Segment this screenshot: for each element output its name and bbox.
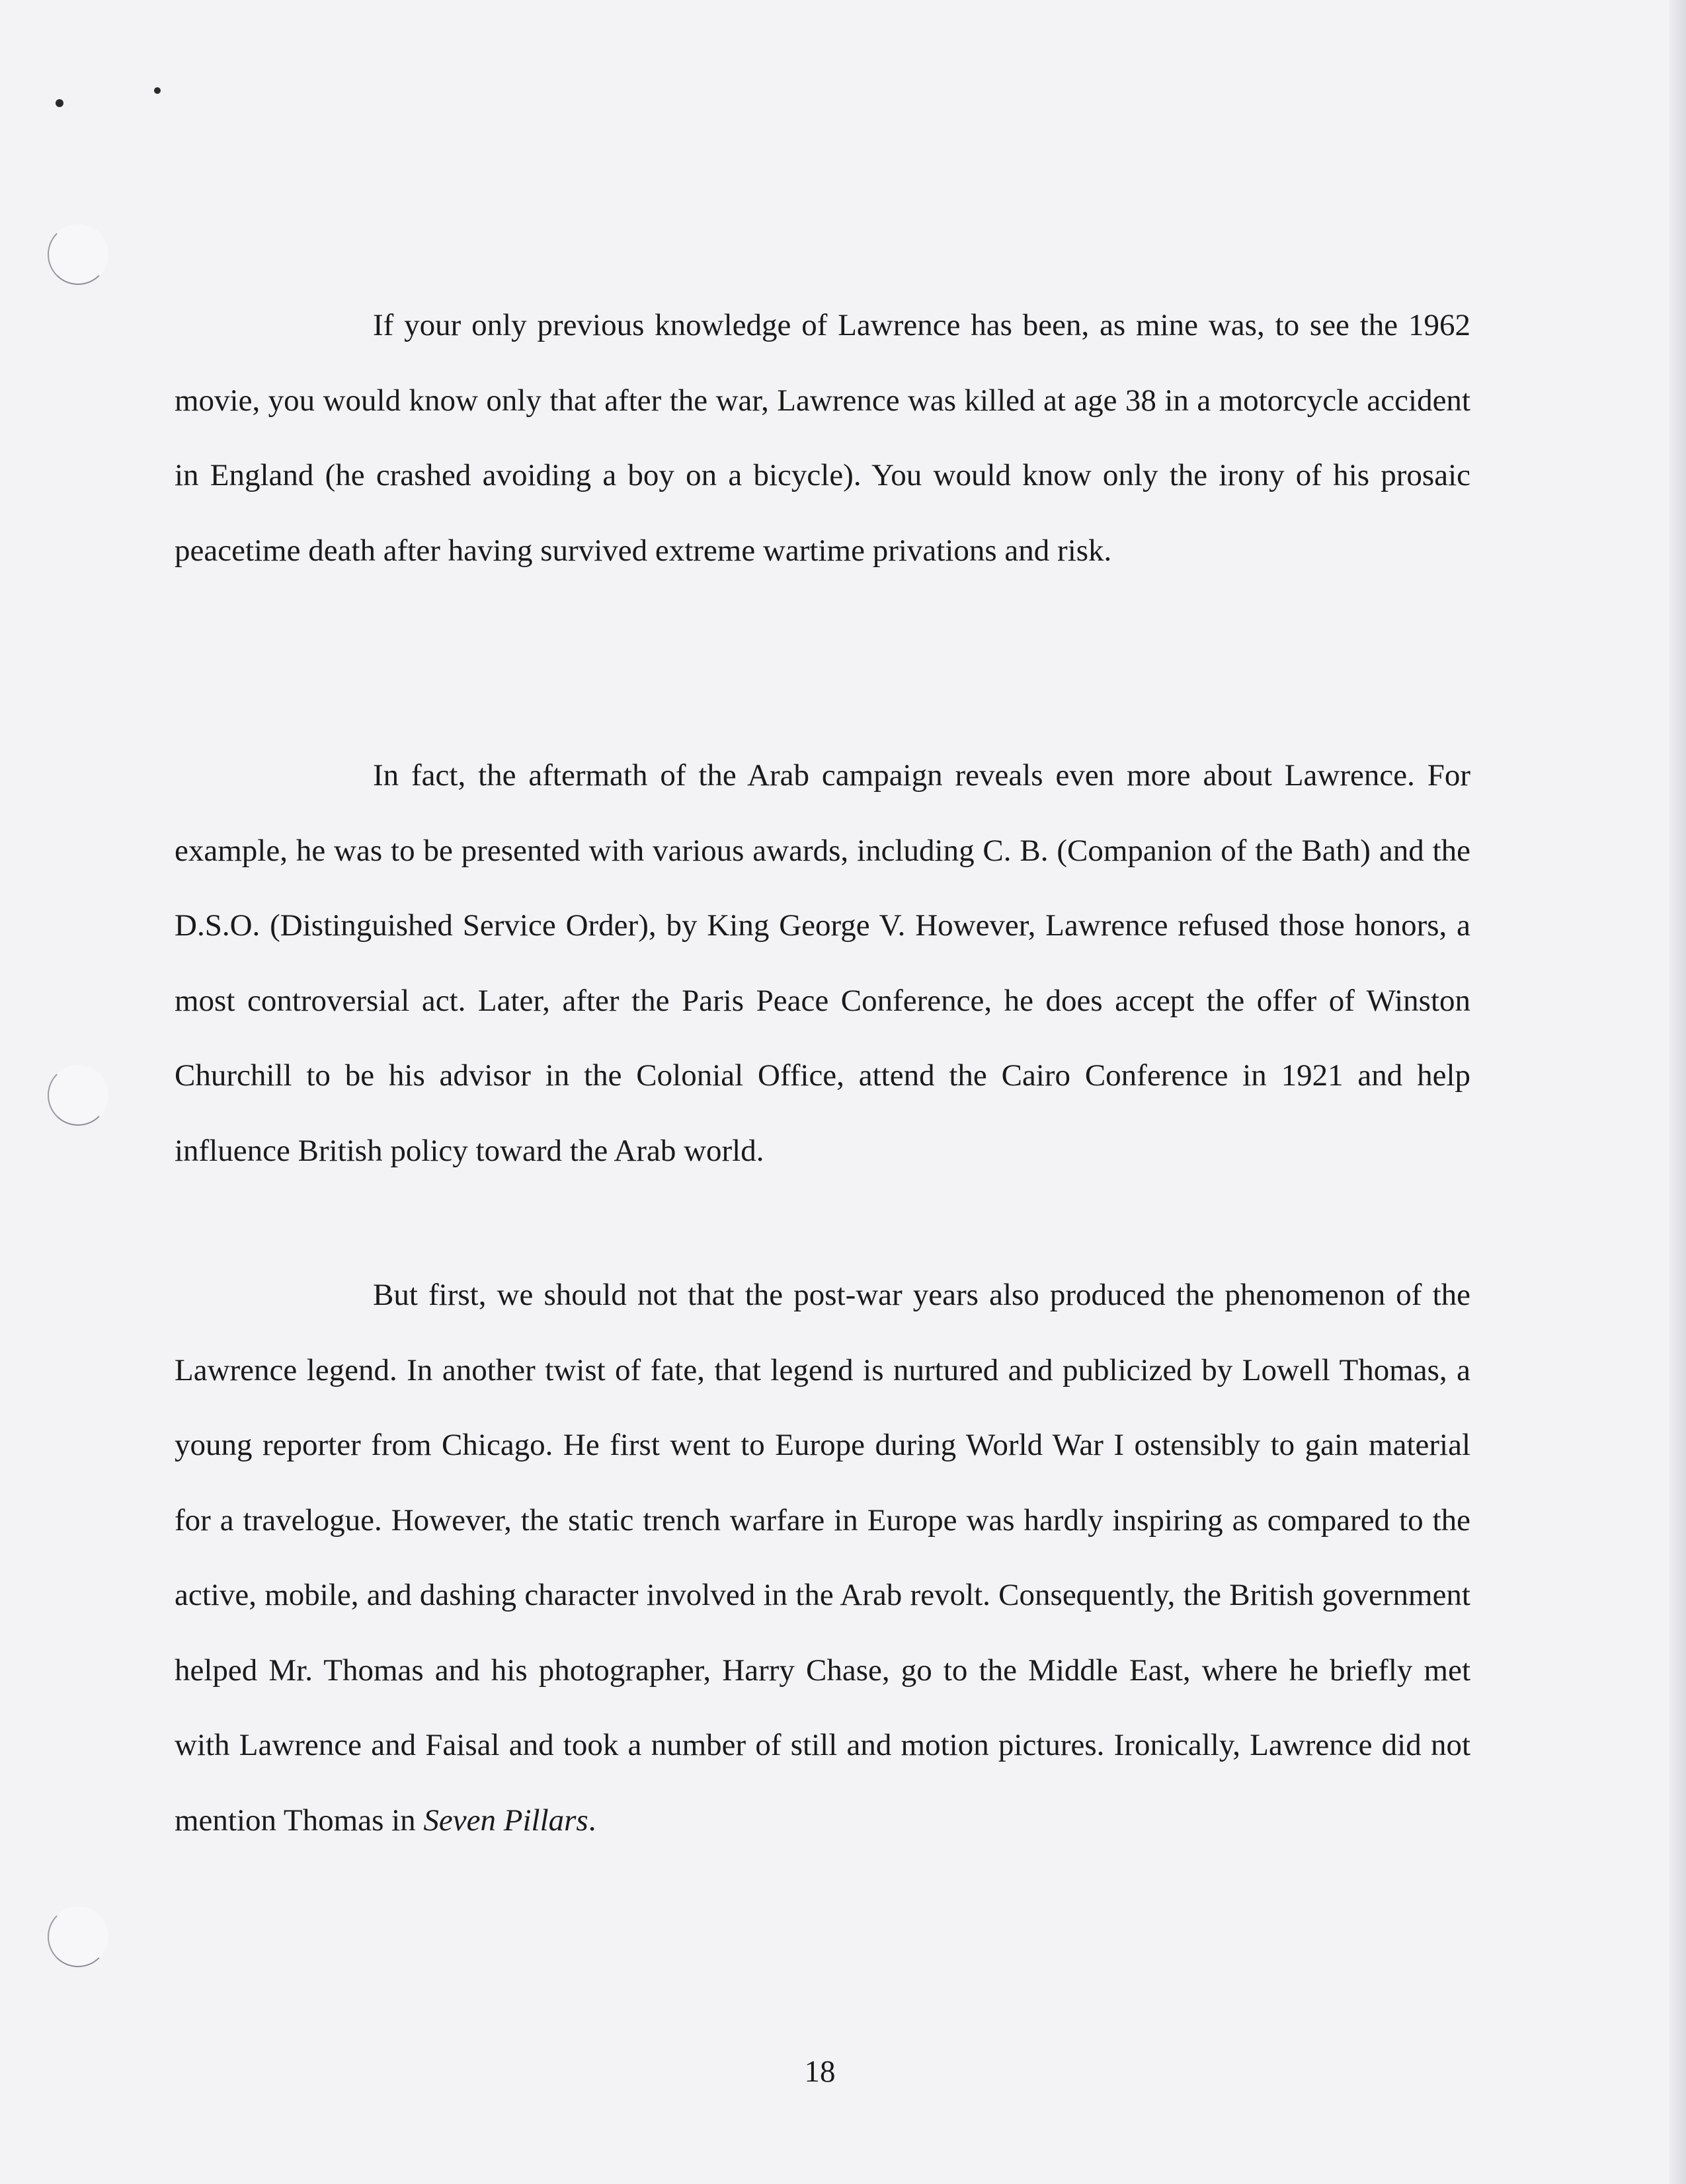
binder-hole-bottom (48, 1906, 108, 1967)
page-edge-shadow (1669, 0, 1686, 2184)
paragraph-1: If your only previous knowledge of Lawrence has been, as mine was, to see the 1962 movie, you would know only that after the war, Lawrence was killed at age 38 in a motorcycle accident in England (he crashed avoiding a boy on a bicycle). You would know only the irony of his prosaic peacetime death after having survived extreme wartime privations and risk. (175, 308, 1470, 568)
paragraph-3-end: . (588, 1803, 596, 1838)
speck-mark (56, 99, 63, 107)
paragraph-2: In fact, the aftermath of the Arab campaign reveals even more about Lawrence. For example, he was to be presented with various awards, including C. B. (Companion of the Bath) and the D.S.O. (Distinguished Service Order), by King George V. However, Lawrence refused those honors, a most controversial act. Later, after the Paris Peace Conference, he does accept the offer of Winston Churchill to be his advisor in the Colonial Office, attend the Cairo Conference in 1921 and help influence British policy toward the Arab world. (175, 758, 1470, 1168)
binder-hole-middle (48, 1065, 108, 1126)
binder-hole-top (48, 224, 108, 285)
paragraph-3-text: But first, we should not that the post-war years also produced the phenomenon of the Lawrence legend. In another twist of fate, that legend is nurtured and publicized by Lowell Thomas, a young reporter from Chicago. He first went to Europe during World War I ostensibly to gain material for a travelogue. However, the static trench warfare in Europe was hardly inspiring as compared to the active, mobile, and dashing character involved in the Arab revolt. Consequently, the British government helped Mr. Thomas and his photographer, Harry Chase, go to the Middle East, where he briefly met with Lawrence and Faisal and took a number of still and motion pictures. Ironically, Lawrence did not mention Thomas in (175, 1278, 1470, 1838)
book-title-seven-pillars: Seven Pillars (423, 1803, 588, 1838)
speck-mark (154, 87, 161, 94)
paragraph-3 (175, 1258, 1470, 1858)
page-number: 18 (804, 2054, 836, 2089)
